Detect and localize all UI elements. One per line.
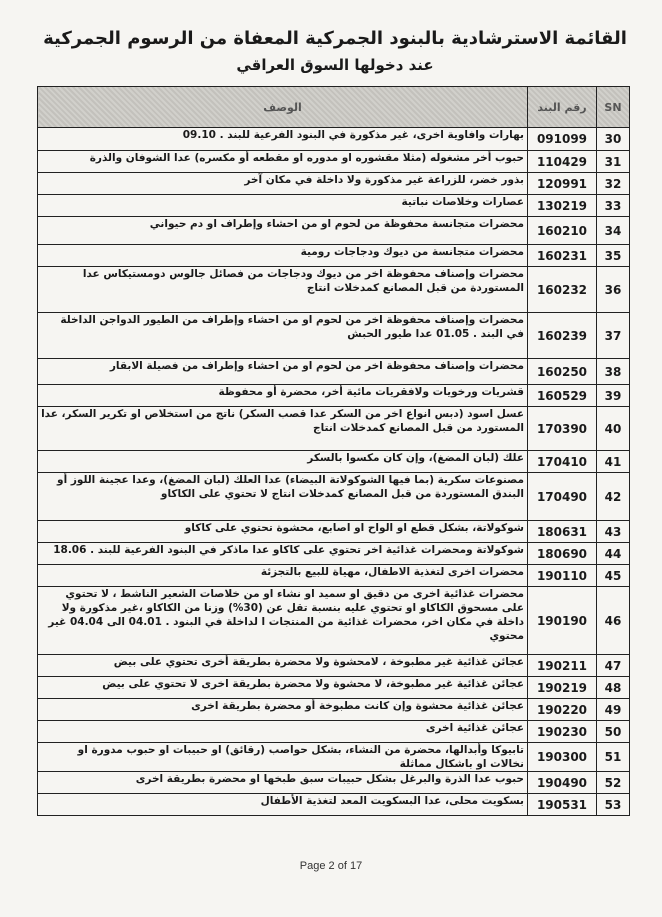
table-row [38,151,630,173]
table-row [38,128,630,151]
row-sn: 40 [597,407,630,451]
row-description: بهارات وافاوية اخرى، غير مذكورة في البنود الفرعية للبند . 09.10 [38,128,528,151]
row-sn: 50 [597,721,630,743]
row-sn: 35 [597,245,630,267]
row-code: 180631 [528,521,597,543]
table-row [38,677,630,699]
row-code: 190300 [528,743,597,772]
row-description: عسل اسود (دبس انواع اخر من السكر عدا قصب السكر) ناتج من استخلاص او تكرير السكر، عدا المستورد من قبل المصانع كمدخلات انتاج [38,407,528,451]
table-row [38,655,630,677]
row-description: محضرات وإصناف محفوظة اخر من لحوم او من احشاء وإطراف من فصيلة الابقار [38,359,528,385]
row-code: 170490 [528,473,597,521]
row-code: 190490 [528,772,597,794]
table-row [38,407,630,451]
row-sn: 34 [597,217,630,245]
row-description: قشريات ورخويات ولافقريات مائية أخر، محضرة أو محفوظة [38,385,528,407]
row-sn: 47 [597,655,630,677]
row-sn: 48 [597,677,630,699]
row-code: 091099 [528,128,597,151]
page-subtitle: عند دخولها السوق العراقي [236,56,434,74]
row-description: محضرات وإصناف محفوظة اخر من لحوم او من احشاء وإطراف من الطيور الدواجن الداخلة في البند . 01.05 عدا طيور الحبش [38,313,528,359]
row-description: بسكويت محلى، عدا البسكويت المعد لتغذية الأطفال [38,794,528,816]
page-number: Page 2 of 17 [299,860,363,872]
column-header-code: رقم البند [528,87,597,128]
row-code: 160231 [528,245,597,267]
row-sn: 43 [597,521,630,543]
row-description: علك (لبان المضغ)، وإن كان مكسوا بالسكر [38,451,528,473]
row-sn: 41 [597,451,630,473]
row-sn: 31 [597,151,630,173]
row-code: 130219 [528,195,597,217]
row-sn: 33 [597,195,630,217]
row-sn: 36 [597,267,630,313]
table-row [38,451,630,473]
table-row [38,173,630,195]
row-sn: 37 [597,313,630,359]
row-sn: 39 [597,385,630,407]
table-row [38,587,630,655]
row-sn: 46 [597,587,630,655]
row-code: 160529 [528,385,597,407]
row-description: مصنوعات سكرية (بما فيها الشوكولاتة البيضاء) عدا العلك (لبان المضغ)، وعدا عجينة اللوز أو البندق المستوردة من قبل المصانع كمدخلات انتاج لا تحتوي على الكاكاو [38,473,528,521]
table-row [38,543,630,565]
row-code: 190190 [528,587,597,655]
table-row [38,217,630,245]
row-sn: 51 [597,743,630,772]
row-code: 170390 [528,407,597,451]
row-sn: 49 [597,699,630,721]
row-sn: 42 [597,473,630,521]
table-row [38,699,630,721]
table-row [38,359,630,385]
row-code: 110429 [528,151,597,173]
table-row [38,794,630,816]
row-sn: 44 [597,543,630,565]
table-row [38,521,630,543]
page-title: القائمة الاسترشادية بالبنود الجمركية المعفاة من الرسوم الجمركية [43,28,627,49]
row-sn: 32 [597,173,630,195]
column-header-sn: SN [597,87,630,128]
row-description: محضرات متجانسة من ديوك ودجاجات رومية [38,245,528,267]
row-description: عجائن غذائية اخرى [38,721,528,743]
table-row [38,267,630,313]
row-sn: 53 [597,794,630,816]
row-description: بذور خضر، للزراعة غير مذكورة ولا داخلة في مكان آخر [38,173,528,195]
row-code: 160210 [528,217,597,245]
row-description: محضرات اخرى لتغذية الاطفال، مهياة للبيع بالتجزئة [38,565,528,587]
row-description: محضرات غذائية اخرى من دقيق او سميد او نشاء او من خلاصات الشعير الناشط ، لا تحتوي على مسحوق الكاكاو او تحتوي عليه بنسبة تقل عن (30%) وزنا من الكاكاو ،غير مذكورة ولا داخلة في مكان اخر، محضرات غذائية من المنتجات ا لداخلة في البنود . 04.01 الى 04.04 غير محتوي [38,587,528,655]
table-row [38,473,630,521]
row-description: محضرات وإصناف محفوظة اخر من ديوك ودجاجات من فصائل جالوس دومستيكاس عدا المستوردة من قبل المصانع كمدخلات انتاج [38,267,528,313]
row-code: 190219 [528,677,597,699]
table-row [38,313,630,359]
row-code: 160250 [528,359,597,385]
row-code: 120991 [528,173,597,195]
table-row [38,721,630,743]
table-row [38,245,630,267]
row-sn: 52 [597,772,630,794]
items-table [37,86,630,816]
table-row [38,385,630,407]
row-code: 160239 [528,313,597,359]
row-code: 190211 [528,655,597,677]
row-code: 190220 [528,699,597,721]
row-description: عجائن غذائية غير مطبوخة ، لامحشوة ولا محضرة بطريقة أخرى تحتوي على بيض [38,655,528,677]
table-row [38,772,630,794]
row-code: 190531 [528,794,597,816]
column-header-description: الوصف [38,87,528,128]
table-row [38,195,630,217]
row-description: شوكولاتة ومحضرات غذائية اخر تحتوي على كاكاو عدا ماذكر في البنود الفرعية للبند . 18.06 [38,543,528,565]
table-row [38,743,630,772]
row-code: 190110 [528,565,597,587]
row-description: عجائن غذائية غير مطبوخة، لا محشوة ولا محضرة بطريقة اخرى لا تحتوي على بيض [38,677,528,699]
row-code: 170410 [528,451,597,473]
row-sn: 30 [597,128,630,151]
row-description: تابيوكا وأبدالها، محضرة من النشاء، بشكل حواصب (رقائق) او حبيبات او حبوب مدورة او نخالات او باشكال مماثلة [38,743,528,772]
row-sn: 38 [597,359,630,385]
row-description: شوكولاتة، بشكل قطع او الواح او اصابع، محشوة تحتوي على كاكاو [38,521,528,543]
row-description: عصارات وخلاصات نباتية [38,195,528,217]
row-code: 180690 [528,543,597,565]
row-description: عجائن غذائية محشوة وإن كانت مطبوخة أو محضرة بطريقة اخرى [38,699,528,721]
row-code: 190230 [528,721,597,743]
row-description: حبوب عدا الذرة والبرغل بشكل حبيبات سبق طبخها او محضرة بطريقة اخرى [38,772,528,794]
row-sn: 45 [597,565,630,587]
row-code: 160232 [528,267,597,313]
row-description: محضرات متجانسة محفوظة من لحوم او من احشاء وإطراف او دم حيواني [38,217,528,245]
table-row [38,565,630,587]
row-description: حبوب أخر مشغوله (مثلا مقشوره او مدوره او مقطعه أو مكسره) عدا الشوفان والذرة [38,151,528,173]
table-header-row [38,87,630,128]
